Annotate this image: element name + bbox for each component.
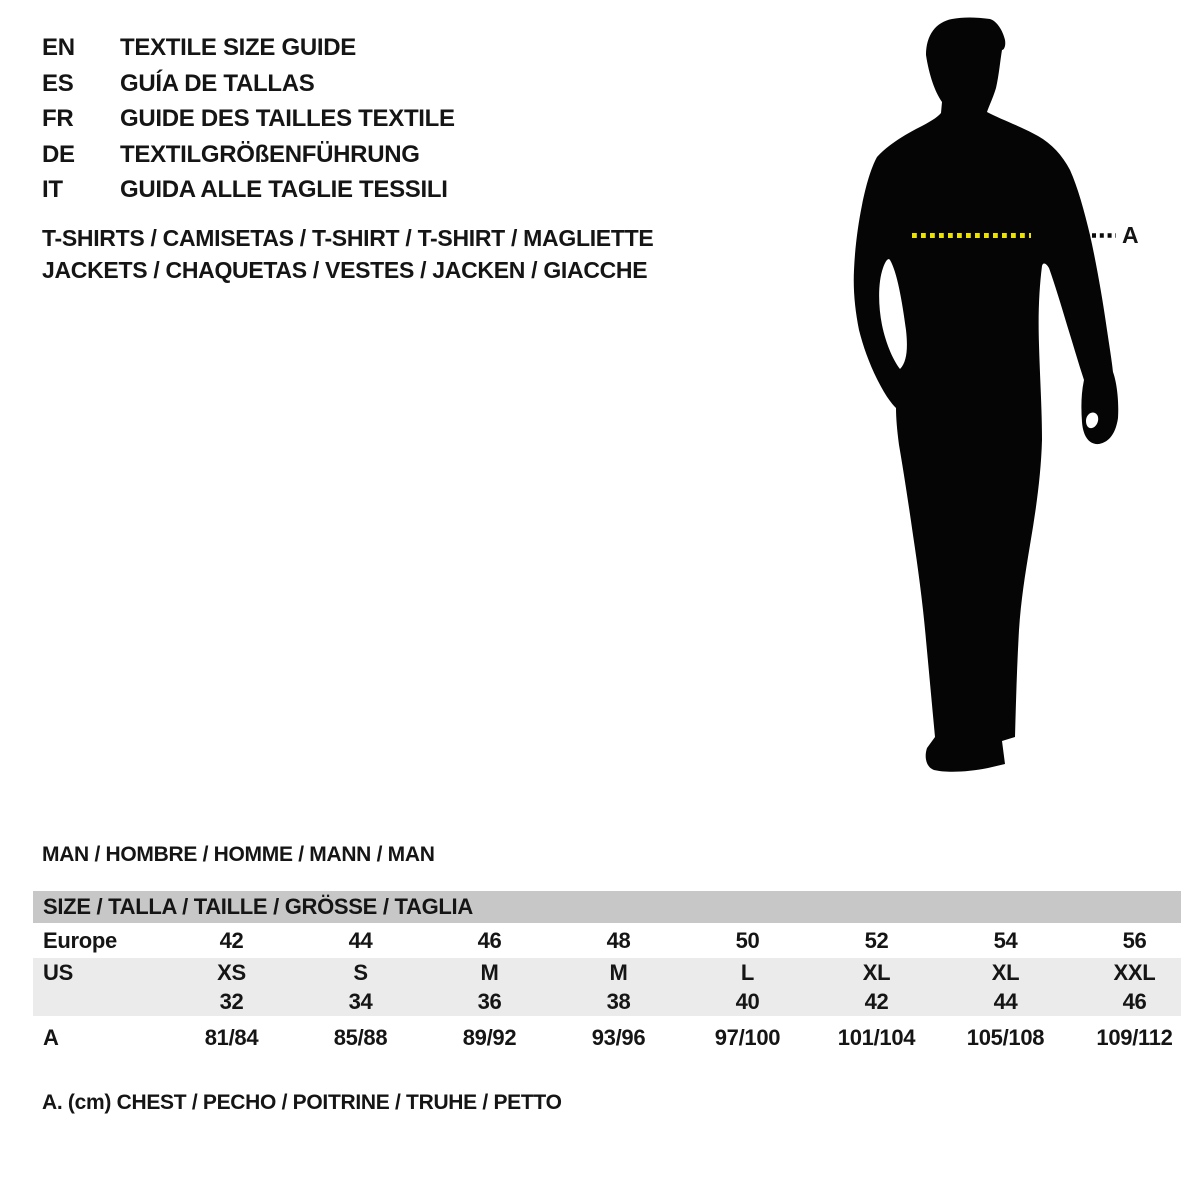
man-silhouette: [854, 18, 1119, 772]
language-code: IT: [42, 176, 63, 203]
size-cell: 81/84: [204, 1025, 259, 1050]
table-header-label: SIZE / TALLA / TAILLE / GRÖSSE / TAGLIA: [43, 894, 473, 919]
size-cell: 40: [735, 988, 760, 1014]
size-cell: XXL: [1113, 959, 1156, 985]
guide-title: TEXTILGRÖßENFÜHRUNG: [120, 140, 420, 168]
size-cell: 36: [477, 988, 502, 1014]
guide-title: TEXTILE SIZE GUIDE: [120, 34, 356, 61]
category-line-jackets: JACKETS / CHAQUETAS / VESTES / JACKEN / GIACCHE: [42, 257, 648, 283]
guide-title: GUIDE DES TAILLES TEXTILE: [120, 105, 455, 132]
size-cell: 46: [1122, 988, 1147, 1014]
size-cell: 42: [219, 927, 244, 953]
section-title: MAN / HOMBRE / HOMME / MANN / MAN: [42, 843, 435, 866]
language-code: FR: [42, 105, 74, 132]
guide-title: GUIDA ALLE TAGLIE TESSILI: [120, 176, 448, 203]
language-code: ES: [42, 69, 74, 97]
size-cell: 93/96: [591, 1025, 646, 1050]
size-table: [33, 891, 1181, 1060]
size-cell: 97/100: [714, 1025, 781, 1050]
size-cell: XL: [862, 959, 891, 985]
size-cell: 34: [348, 988, 373, 1014]
size-cell: L: [740, 959, 755, 985]
table-row-numeric: [33, 987, 1181, 1016]
size-cell: 105/108: [966, 1025, 1045, 1050]
row-label: US: [43, 959, 73, 985]
row-label: Europe: [43, 927, 117, 953]
row-label: A: [43, 1025, 59, 1050]
size-cell: 54: [993, 927, 1018, 953]
size-cell: 101/104: [837, 1025, 916, 1050]
size-cell: 38: [606, 988, 631, 1014]
size-cell: 32: [219, 988, 244, 1014]
size-cell: M: [609, 959, 628, 985]
size-cell: 50: [735, 927, 760, 953]
footnote: A. (cm) CHEST / PECHO / POITRINE / TRUHE / PETTO: [42, 1091, 562, 1114]
size-cell: 56: [1122, 927, 1147, 953]
table-row-chest: [33, 1016, 1181, 1060]
size-cell: 52: [864, 927, 889, 953]
table-row-europe: [33, 923, 1181, 958]
size-cell: XS: [217, 959, 246, 985]
size-cell: 109/112: [1096, 1025, 1173, 1050]
size-cell: M: [480, 959, 499, 985]
table-row-us: [33, 958, 1181, 987]
size-cell: S: [353, 959, 368, 985]
language-code: EN: [42, 34, 75, 61]
size-cell: 42: [864, 988, 889, 1014]
language-code: DE: [42, 140, 75, 168]
size-cell: 89/92: [462, 1025, 517, 1050]
table-header-bar: [33, 891, 1181, 923]
size-cell: 44: [993, 988, 1018, 1014]
size-cell: 46: [477, 927, 502, 953]
size-cell: 44: [348, 927, 373, 953]
size-cell: XL: [991, 959, 1020, 985]
category-line-tshirts: T-SHIRTS / CAMISETAS / T-SHIRT / T-SHIRT / MAGLIETTE: [42, 225, 654, 251]
size-cell: 48: [606, 927, 631, 953]
guide-title: GUÍA DE TALLAS: [120, 69, 315, 97]
size-cell: 85/88: [333, 1025, 388, 1050]
measure-label-a: A: [1122, 222, 1139, 248]
